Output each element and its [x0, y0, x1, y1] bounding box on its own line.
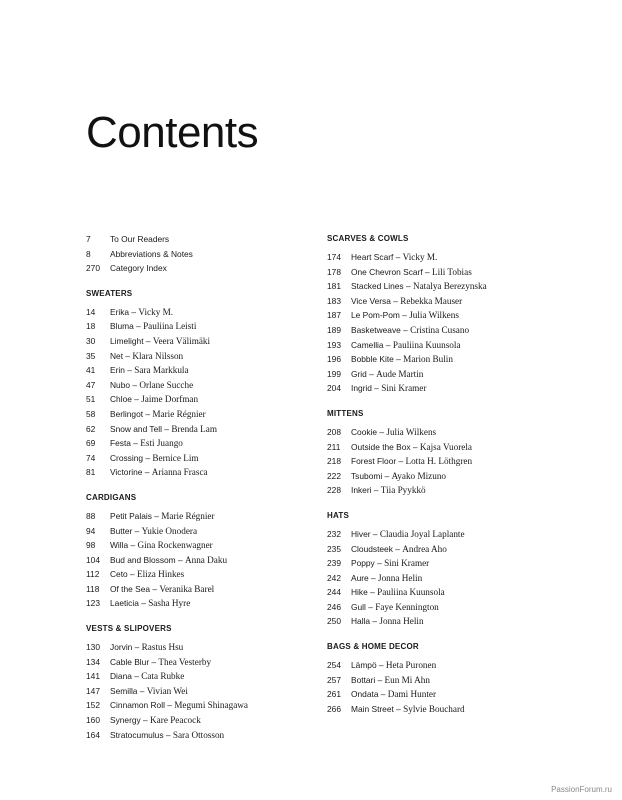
section-heading: SCARVES & COWLS	[327, 234, 409, 243]
designer-name: Thea Vesterby	[158, 656, 212, 667]
pattern-name: Category Index	[110, 263, 167, 274]
designer-name: Sara Ottosson	[172, 729, 225, 740]
designer-name: Vivian Wei	[146, 685, 188, 696]
designer-name: Natalya Berezynska	[412, 281, 487, 292]
designer-name: Lili Tobias	[432, 266, 472, 277]
separator-dash: –	[368, 572, 379, 583]
page-title: Contents	[86, 108, 259, 157]
page-number: 250	[327, 616, 341, 627]
watermark: PassionForum.ru	[551, 785, 612, 794]
toc-entry	[86, 640, 316, 655]
page-number: 8	[86, 248, 91, 259]
designer-name: Lotta H. Löthgren	[405, 456, 473, 467]
toc-entry	[327, 425, 557, 440]
designer-name: Jonna Helin	[379, 616, 424, 627]
toc-entry	[327, 294, 557, 309]
designer-name: Andrea Aho	[402, 543, 447, 554]
separator-dash: –	[371, 485, 381, 496]
toc-entry	[327, 673, 557, 688]
separator-dash: –	[132, 642, 142, 653]
separator-dash: –	[366, 368, 377, 379]
pattern-name: Ondata	[351, 689, 379, 700]
page-number: 204	[327, 383, 341, 394]
separator-dash: –	[175, 554, 185, 565]
designer-name: Jonna Helin	[378, 572, 423, 583]
designer-name: Pauliina Leisti	[143, 321, 197, 332]
pattern-name: Erin	[110, 365, 125, 376]
designer-name: Kajsa Vuorela	[419, 441, 472, 452]
toc-entry	[327, 250, 557, 265]
separator-dash: –	[149, 656, 159, 667]
pattern-name: Stacked Lines	[351, 281, 404, 292]
separator-dash: –	[375, 674, 385, 685]
pattern-name: Cinnamon Roll	[110, 700, 165, 711]
page-number: 14	[86, 306, 96, 317]
page-number: 228	[327, 485, 341, 496]
designer-name: Veranika Barel	[159, 583, 215, 594]
toc-entry	[86, 422, 316, 437]
pattern-name: Diana	[110, 671, 132, 682]
pattern-name: Camellia	[351, 339, 384, 350]
toc-entry	[327, 381, 557, 396]
page-number: 261	[327, 689, 341, 700]
toc-entry	[86, 349, 316, 364]
page-number: 266	[327, 703, 341, 714]
page-number: 81	[86, 467, 96, 478]
page-number: 183	[327, 295, 341, 306]
toc-entry	[86, 567, 316, 582]
separator-dash: –	[396, 456, 406, 467]
separator-dash: –	[130, 379, 140, 390]
pattern-name: Willa	[110, 540, 129, 551]
pattern-name: Poppy	[351, 558, 375, 569]
pattern-name: Bud and Blossom	[110, 554, 176, 565]
page-number: 47	[86, 379, 96, 390]
designer-name: Arianna Frasca	[151, 467, 208, 478]
separator-dash: –	[162, 423, 172, 434]
pattern-name: Laeticia	[110, 598, 139, 609]
section-heading: SWEATERS	[86, 288, 133, 298]
designer-name: Jaime Dorfman	[141, 394, 199, 405]
designer-name: Cata Rubke	[141, 671, 185, 682]
separator-dash: –	[377, 426, 387, 437]
separator-dash: –	[143, 408, 153, 419]
designer-name: Yukie Onodera	[141, 525, 198, 536]
toc-entry	[327, 483, 557, 498]
page-number: 69	[86, 438, 96, 449]
separator-dash: –	[376, 660, 386, 671]
pattern-name: Aure	[351, 572, 369, 583]
separator-dash: –	[130, 438, 141, 449]
page-number: 88	[86, 510, 96, 521]
designer-name: Sylvie Bouchard	[403, 703, 465, 714]
toc-entry	[86, 669, 316, 684]
page-number: 244	[327, 587, 341, 598]
page-number: 147	[86, 685, 100, 696]
designer-name: Marie Régnier	[152, 408, 206, 419]
pattern-name: Ceto	[110, 569, 128, 580]
pattern-name: Vice Versa	[351, 295, 391, 306]
toc-entry	[86, 319, 316, 334]
designer-name: Faye Kennington	[375, 601, 439, 612]
page-number: 178	[327, 266, 341, 277]
designer-name: Marion Bulin	[403, 354, 453, 365]
separator-dash: –	[383, 339, 393, 350]
designer-name: Eun Mi Ahn	[384, 674, 430, 685]
pattern-name: Festa	[110, 438, 131, 449]
separator-dash: –	[390, 295, 401, 306]
pattern-name: Nubo	[110, 379, 131, 390]
separator-dash: –	[142, 467, 152, 478]
page-number: 189	[327, 324, 341, 335]
separator-dash: –	[371, 383, 382, 394]
separator-dash: –	[132, 525, 142, 536]
pattern-name: Net	[110, 350, 124, 361]
pattern-name: Grid	[351, 368, 367, 379]
toc-entry	[86, 392, 316, 407]
toc-entry	[86, 247, 316, 262]
toc-entry	[327, 279, 557, 294]
toc-entry	[86, 465, 316, 480]
designer-name: Julia Wilkens	[409, 310, 459, 321]
separator-dash: –	[131, 671, 142, 682]
page-number: 235	[327, 543, 341, 554]
toc-entry	[86, 451, 316, 466]
pattern-name: Stratocumulus	[110, 729, 164, 740]
toc-entry	[86, 261, 316, 276]
designer-name: Bernice Lim	[152, 452, 199, 463]
toc-entry	[327, 585, 557, 600]
separator-dash: –	[393, 354, 404, 365]
separator-dash: –	[382, 470, 392, 481]
page-number: 254	[327, 660, 341, 671]
pattern-name: Snow and Tell	[110, 423, 162, 434]
pattern-name: Jorvin	[110, 642, 133, 653]
designer-name: Vicky M.	[402, 252, 438, 262]
toc-entry	[327, 454, 557, 469]
pattern-name: Gull	[351, 601, 366, 612]
toc-entry	[86, 524, 316, 539]
designer-name: Julia Wilkens	[386, 426, 437, 437]
separator-dash: –	[400, 324, 411, 335]
toc-entry	[327, 527, 557, 542]
toc-entry	[86, 728, 316, 743]
separator-dash: –	[365, 601, 376, 612]
toc-entry	[327, 440, 557, 455]
page-number: 160	[86, 715, 100, 726]
separator-dash: –	[128, 540, 138, 551]
pattern-name: Bluma	[110, 321, 134, 332]
designer-name: Cristina Cusano	[410, 324, 470, 335]
designer-name: Megumi Shinagawa	[174, 700, 248, 711]
page-number: 193	[327, 339, 341, 350]
toc-entry	[86, 582, 316, 597]
pattern-name: Heart Scarf	[351, 252, 394, 262]
separator-dash: –	[399, 310, 410, 321]
designer-name: Sara Markkula	[134, 365, 189, 376]
page-number: 94	[86, 525, 96, 536]
toc-entry	[86, 509, 316, 524]
toc-entry	[327, 367, 557, 382]
section-heading: VESTS & SLIPOVERS	[86, 624, 172, 634]
designer-name: Tiia Pyykkö	[380, 485, 426, 496]
pattern-name: Inkeri	[351, 485, 372, 496]
contents-right-column	[327, 232, 557, 716]
designer-name: Sini Kramer	[384, 558, 430, 569]
pattern-name: Cable Blur	[110, 656, 150, 667]
pattern-name: Crossing	[110, 452, 144, 463]
pattern-name: To Our Readers	[110, 234, 170, 244]
section-heading: MITTENS	[327, 408, 364, 418]
designer-name: Pauliina Kuunsola	[377, 587, 445, 598]
separator-dash: –	[422, 266, 432, 277]
toc-entry	[86, 232, 316, 247]
page-number: 222	[327, 470, 341, 481]
toc-entry	[86, 713, 316, 728]
designer-name: Gina Rockenwagner	[137, 540, 213, 551]
pattern-name: Cookie	[351, 426, 378, 437]
pattern-name: Ingrid	[351, 383, 372, 394]
designer-name: Vicky M.	[138, 306, 174, 317]
separator-dash: –	[164, 700, 175, 711]
toc-entry	[327, 323, 557, 338]
page-number: 62	[86, 423, 96, 434]
page-number: 211	[327, 441, 341, 452]
pattern-name: Victorine	[110, 467, 143, 478]
pattern-name: Abbreviations & Notes	[110, 248, 193, 259]
separator-dash: –	[378, 689, 388, 700]
pattern-name: Le Pom-Pom	[351, 310, 400, 321]
pattern-name: Limelight	[110, 335, 144, 346]
pattern-name: Tsubomi	[351, 470, 383, 481]
page-number: 152	[86, 700, 100, 711]
toc-entry	[327, 338, 557, 353]
pattern-name: Hiver	[351, 528, 371, 539]
page-number: 104	[86, 554, 100, 565]
page-number: 118	[86, 583, 100, 594]
separator-dash: –	[131, 394, 142, 405]
designer-name: Aude Martin	[376, 368, 424, 379]
pattern-name: Berlingot	[110, 408, 144, 419]
toc-entry	[86, 363, 316, 378]
separator-dash: –	[410, 441, 420, 452]
designer-name: Sasha Hyre	[148, 598, 191, 609]
separator-dash: –	[393, 703, 404, 714]
page-number: 246	[327, 601, 341, 612]
page-number: 196	[327, 354, 341, 365]
page-number: 134	[86, 656, 100, 667]
section-gap	[327, 629, 557, 640]
page-number: 58	[86, 408, 96, 419]
page-number: 218	[327, 456, 341, 467]
toc-entry	[86, 553, 316, 568]
separator-dash: –	[140, 715, 151, 726]
separator-dash: –	[133, 321, 144, 332]
pattern-name: Bobble Kite	[351, 354, 394, 365]
page-number: 41	[86, 365, 96, 376]
toc-entry	[327, 469, 557, 484]
designer-name: Esti Juango	[140, 438, 183, 449]
section-gap	[86, 276, 316, 287]
page-number: 239	[327, 558, 341, 569]
pattern-name: Of the Sea	[110, 583, 151, 594]
designer-name: Ayako Mizuno	[391, 470, 447, 481]
pattern-name: Synergy	[110, 715, 141, 726]
toc-entry	[86, 305, 316, 320]
page-number: 112	[86, 569, 100, 580]
separator-dash: –	[163, 729, 173, 740]
toc-entry	[327, 571, 557, 586]
designer-name: Claudia Joyal Laplante	[379, 528, 465, 539]
pattern-name: Outside the Box	[351, 441, 411, 452]
section-gap	[327, 396, 557, 407]
pattern-name: Cloudsteek	[351, 543, 393, 554]
page-number: 232	[327, 528, 341, 539]
pattern-name: Butter	[110, 525, 133, 536]
separator-dash: –	[374, 558, 385, 569]
section-gap	[86, 480, 316, 491]
separator-dash: –	[151, 510, 162, 521]
separator-dash: –	[370, 528, 380, 539]
separator-dash: –	[124, 365, 135, 376]
page-number: 141	[86, 671, 100, 682]
pattern-name: Hike	[351, 587, 368, 598]
separator-dash: –	[127, 569, 138, 580]
page-number: 164	[86, 729, 100, 740]
section-heading: HATS	[327, 510, 349, 520]
section-heading: CARDIGANS	[86, 492, 137, 502]
pattern-name: Basketweave	[351, 324, 401, 335]
separator-dash: –	[137, 685, 147, 696]
toc-entry	[327, 600, 557, 615]
pattern-name: Erika	[110, 306, 130, 317]
separator-dash: –	[392, 543, 403, 554]
toc-entry	[86, 684, 316, 699]
page-number: 30	[86, 335, 96, 346]
designer-name: Sini Kramer	[381, 383, 427, 394]
separator-dash: –	[367, 587, 378, 598]
page-number: 187	[327, 310, 341, 321]
toc-entry	[86, 334, 316, 349]
designer-name: Orlane Sucche	[139, 379, 194, 390]
designer-name: Dami Hunter	[387, 689, 437, 700]
pattern-name: Lämpö	[351, 660, 377, 671]
toc-entry	[327, 556, 557, 571]
page-number: 270	[86, 263, 100, 274]
designer-name: Rastus Hsu	[141, 642, 184, 653]
toc-entry	[327, 542, 557, 557]
toc-entry	[86, 436, 316, 451]
designer-name: Anna Daku	[184, 554, 228, 565]
toc-entry	[86, 596, 316, 611]
pattern-name: One Chevron Scarf	[351, 266, 423, 277]
section-heading: BAGS & HOME DECOR	[327, 642, 419, 652]
separator-dash: –	[150, 583, 160, 594]
separator-dash: –	[370, 616, 380, 627]
designer-name: Brenda Lam	[171, 423, 217, 434]
pattern-name: Bottari	[351, 674, 376, 685]
page-number: 98	[86, 540, 96, 551]
separator-dash: –	[143, 452, 153, 463]
page-number: 7	[86, 234, 91, 244]
designer-name: Rebekka Mauser	[400, 295, 463, 306]
contents-left-column	[86, 232, 316, 742]
pattern-name: Semilla	[110, 685, 138, 696]
toc-entry	[327, 687, 557, 702]
separator-dash: –	[123, 350, 133, 361]
pattern-name: Forest Floor	[351, 456, 397, 467]
page-number: 242	[327, 572, 341, 583]
page-number: 199	[327, 368, 341, 379]
section-gap	[327, 498, 557, 509]
pattern-name: Main Street	[351, 703, 394, 714]
designer-name: Pauliina Kuunsola	[392, 339, 461, 350]
designer-name: Eliza Hinkes	[137, 569, 185, 580]
toc-entry	[327, 265, 557, 280]
separator-dash: –	[129, 306, 139, 317]
separator-dash: –	[143, 335, 153, 346]
designer-name: Klara Nilsson	[132, 350, 184, 361]
toc-entry	[86, 378, 316, 393]
toc-entry	[86, 538, 316, 553]
pattern-name: Petit Palais	[110, 510, 152, 521]
toc-entry	[327, 702, 557, 717]
toc-entry	[327, 352, 557, 367]
page-number: 208	[327, 426, 341, 437]
page-number: 174	[327, 252, 341, 262]
page-number: 130	[86, 642, 100, 653]
toc-entry	[327, 614, 557, 629]
toc-entry	[327, 658, 557, 673]
page-number: 123	[86, 598, 100, 609]
toc-entry	[86, 407, 316, 422]
toc-entry	[327, 308, 557, 323]
page-number: 181	[327, 281, 341, 292]
designer-name: Veera Välimäki	[152, 335, 211, 346]
toc-entry	[86, 698, 316, 713]
toc-entry	[86, 655, 316, 670]
designer-name: Marie Régnier	[161, 510, 215, 521]
page-number: 35	[86, 350, 96, 361]
page-number: 74	[86, 452, 96, 463]
page-number: 257	[327, 674, 341, 685]
section-gap	[86, 611, 316, 622]
page-number: 51	[86, 394, 96, 405]
designer-name: Kare Peacock	[150, 715, 201, 726]
pattern-name: Halla	[351, 616, 371, 627]
pattern-name: Chloe	[110, 394, 132, 405]
designer-name: Heta Puronen	[385, 660, 437, 671]
separator-dash: –	[138, 598, 149, 609]
page-number: 18	[86, 321, 96, 332]
separator-dash: –	[393, 252, 403, 262]
separator-dash: –	[403, 281, 413, 292]
